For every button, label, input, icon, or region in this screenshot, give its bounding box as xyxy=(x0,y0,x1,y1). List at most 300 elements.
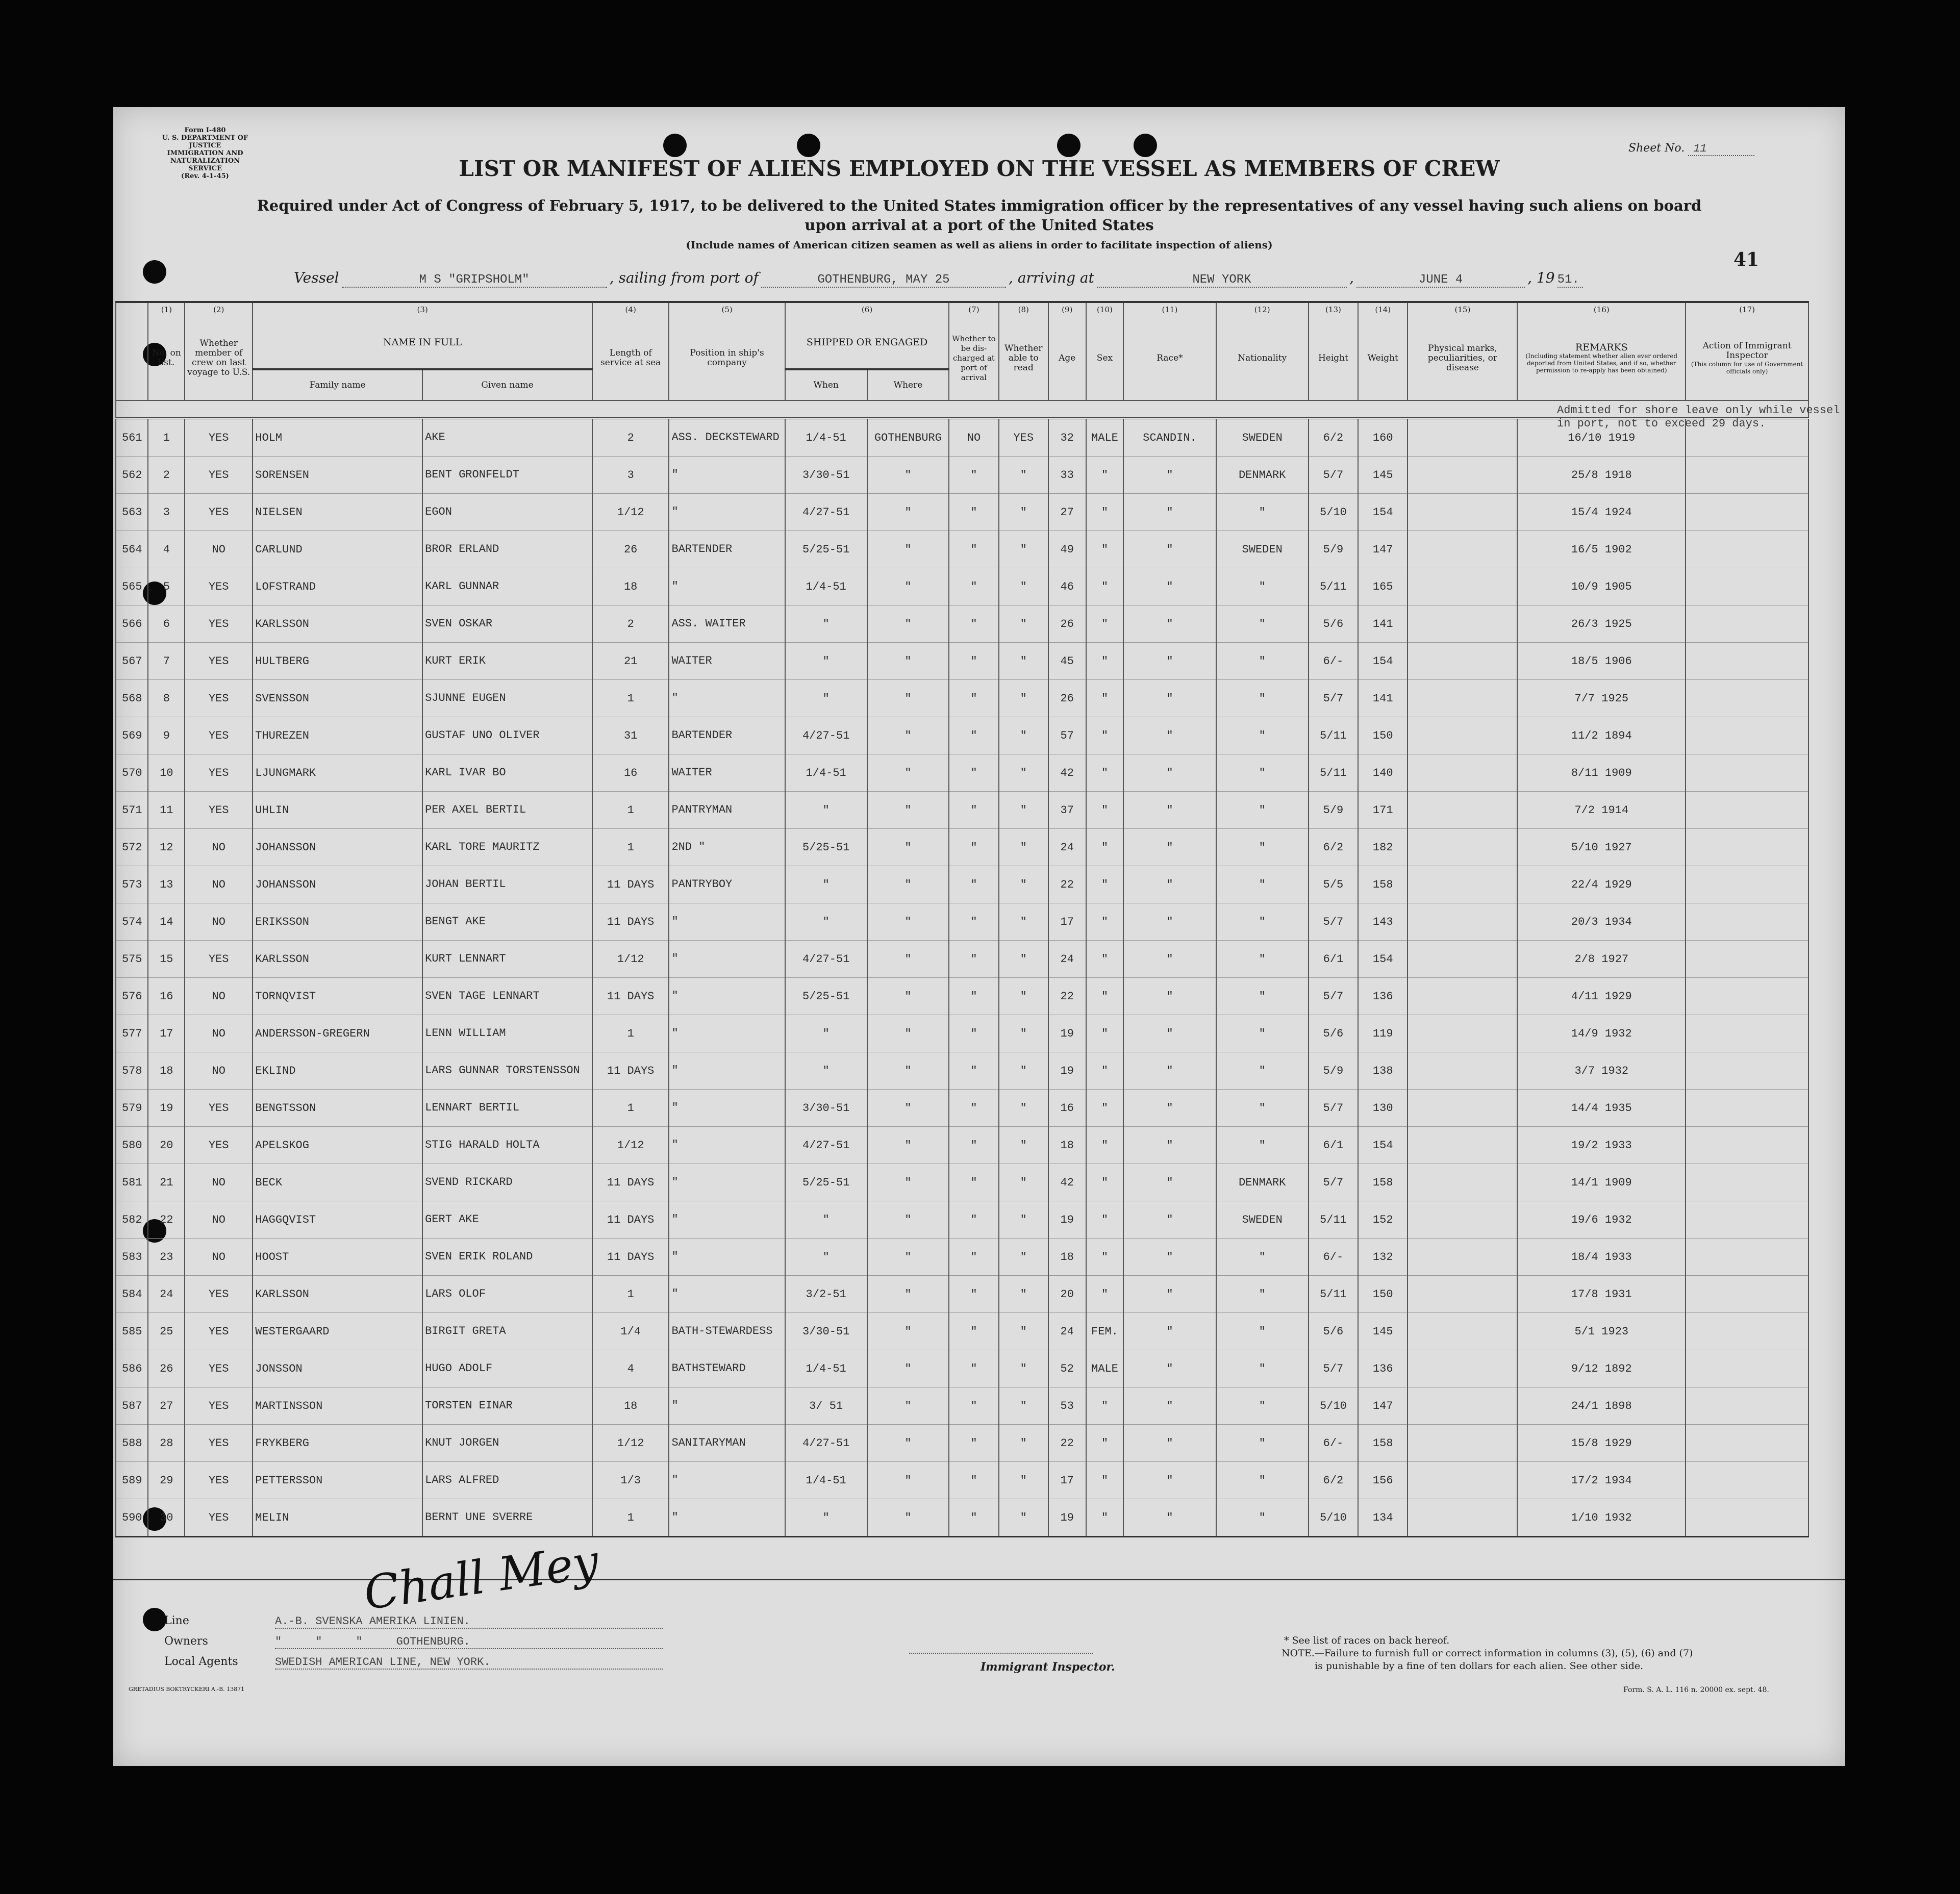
row-nationality: " xyxy=(1216,1425,1309,1462)
row-remarks: 4/11 1929 xyxy=(1517,978,1686,1015)
row-physical xyxy=(1408,941,1517,978)
row-line-number: 580 xyxy=(116,1127,148,1164)
subtitle-line-2: upon arrival at a port of the United States xyxy=(805,216,1154,234)
row-given-name: LARS ALFRED xyxy=(422,1462,592,1499)
row-discharged: " xyxy=(949,792,998,829)
row-weight: 132 xyxy=(1358,1239,1408,1276)
row-race: " xyxy=(1123,792,1216,829)
row-where: " xyxy=(867,1015,949,1052)
col-num-2: (2) xyxy=(185,302,253,316)
row-line-number: 572 xyxy=(116,829,148,866)
row-when: " xyxy=(785,605,867,643)
row-no: 29 xyxy=(148,1462,185,1499)
row-weight: 165 xyxy=(1358,568,1408,605)
row-where: " xyxy=(867,1350,949,1387)
row-race: " xyxy=(1123,680,1216,717)
row-race: " xyxy=(1123,1350,1216,1387)
row-weight: 154 xyxy=(1358,1127,1408,1164)
row-line-number: 590 xyxy=(116,1499,148,1537)
row-age: 24 xyxy=(1048,1313,1086,1350)
row-height: 5/11 xyxy=(1309,717,1358,754)
table-row xyxy=(116,941,1808,978)
row-race: " xyxy=(1123,1462,1216,1499)
row-nationality: SWEDEN xyxy=(1216,1201,1309,1239)
row-line-number: 565 xyxy=(116,568,148,605)
row-race: " xyxy=(1123,1201,1216,1239)
row-height: 5/9 xyxy=(1309,792,1358,829)
row-no: 25 xyxy=(148,1313,185,1350)
header-race: Race* xyxy=(1123,316,1216,400)
table-row xyxy=(116,1052,1808,1090)
row-physical xyxy=(1408,978,1517,1015)
table-row xyxy=(116,1387,1808,1425)
row-race: " xyxy=(1123,1239,1216,1276)
row-where: " xyxy=(867,457,949,494)
row-race: " xyxy=(1123,717,1216,754)
subtitle-note: (Include names of American citizen seamen as well as aliens in order to facilitate inspection of aliens) xyxy=(686,239,1273,251)
row-where: " xyxy=(867,1425,949,1462)
row-age: 27 xyxy=(1048,494,1086,531)
row-race: " xyxy=(1123,605,1216,643)
row-race: " xyxy=(1123,1052,1216,1090)
row-family-name: HOLM xyxy=(253,418,422,457)
row-member: NO xyxy=(185,1015,253,1052)
row-family-name: BECK xyxy=(253,1164,422,1201)
row-physical xyxy=(1408,1425,1517,1462)
row-physical xyxy=(1408,1276,1517,1313)
header-height: Height xyxy=(1309,316,1358,400)
header-sex: Sex xyxy=(1086,316,1124,400)
row-read: " xyxy=(999,1015,1048,1052)
row-where: " xyxy=(867,1276,949,1313)
row-discharged: " xyxy=(949,1350,998,1387)
sheet-number xyxy=(1628,142,1754,156)
row-member: YES xyxy=(185,1127,253,1164)
row-weight: 138 xyxy=(1358,1052,1408,1090)
row-race: " xyxy=(1123,531,1216,568)
revision: (Rev. 4-1-45) xyxy=(181,172,229,180)
row-discharged: " xyxy=(949,680,998,717)
row-where: " xyxy=(867,568,949,605)
row-action xyxy=(1686,531,1808,568)
row-position: PANTRYBOY xyxy=(669,866,785,903)
row-race: " xyxy=(1123,978,1216,1015)
row-no: 30 xyxy=(148,1499,185,1537)
row-weight: 158 xyxy=(1358,1425,1408,1462)
row-weight: 140 xyxy=(1358,754,1408,792)
row-when: 3/30-51 xyxy=(785,1090,867,1127)
page-title: LIST OR MANIFEST OF ALIENS EMPLOYED ON THE VESSEL AS MEMBERS OF CREW xyxy=(459,156,1500,181)
row-sex: " xyxy=(1086,605,1124,643)
row-sex: " xyxy=(1086,1090,1124,1127)
row-position: " xyxy=(669,1499,785,1537)
vessel-value: M S "GRIPSHOLM" xyxy=(342,273,607,288)
row-service: 1/12 xyxy=(592,941,669,978)
row-sex: " xyxy=(1086,978,1124,1015)
row-action xyxy=(1686,1090,1808,1127)
row-family-name: JOHANSSON xyxy=(253,866,422,903)
table-row xyxy=(116,754,1808,792)
row-when: 3/30-51 xyxy=(785,457,867,494)
row-where: " xyxy=(867,717,949,754)
row-physical xyxy=(1408,1052,1517,1090)
row-height: 6/1 xyxy=(1309,1127,1358,1164)
row-position: " xyxy=(669,1015,785,1052)
row-physical xyxy=(1408,1350,1517,1387)
arrival-year: 51. xyxy=(1557,273,1583,288)
header-physical: Physical marks, peculiarities, or disease xyxy=(1408,316,1517,400)
row-line-number: 569 xyxy=(116,717,148,754)
row-where: " xyxy=(867,866,949,903)
row-discharged: " xyxy=(949,941,998,978)
row-no: 22 xyxy=(148,1201,185,1239)
row-physical xyxy=(1408,1313,1517,1350)
row-remarks: 1/10 1932 xyxy=(1517,1499,1686,1537)
shore-leave-stamp: Admitted for shore leave only while vessel in port, not to exceed 29 days. xyxy=(1557,404,1840,430)
row-read: " xyxy=(999,978,1048,1015)
year-prefix: , 19 xyxy=(1527,269,1555,286)
row-age: 18 xyxy=(1048,1239,1086,1276)
line-label: Line xyxy=(164,1614,189,1627)
row-member: YES xyxy=(185,680,253,717)
row-read: " xyxy=(999,1090,1048,1127)
footer-line-row xyxy=(164,1614,663,1629)
row-nationality: " xyxy=(1216,1499,1309,1537)
row-family-name: UHLIN xyxy=(253,792,422,829)
row-action xyxy=(1686,457,1808,494)
row-service: 1/12 xyxy=(592,1127,669,1164)
table-row xyxy=(116,1015,1808,1052)
row-physical xyxy=(1408,829,1517,866)
row-position: " xyxy=(669,494,785,531)
row-physical xyxy=(1408,643,1517,680)
row-service: 1 xyxy=(592,1090,669,1127)
row-age: 32 xyxy=(1048,418,1086,457)
row-age: 52 xyxy=(1048,1350,1086,1387)
row-given-name: KNUT JORGEN xyxy=(422,1425,592,1462)
row-read: " xyxy=(999,1462,1048,1499)
row-remarks: 11/2 1894 xyxy=(1517,717,1686,754)
row-no: 1 xyxy=(148,418,185,457)
row-remarks: 8/11 1909 xyxy=(1517,754,1686,792)
row-where: " xyxy=(867,1313,949,1350)
row-member: YES xyxy=(185,605,253,643)
row-family-name: KARLSSON xyxy=(253,941,422,978)
row-member: NO xyxy=(185,978,253,1015)
row-action xyxy=(1686,1276,1808,1313)
row-read: " xyxy=(999,457,1048,494)
note-line-2: is punishable by a fine of ten dollars for each alien. See other side. xyxy=(1315,1660,1644,1672)
row-member: YES xyxy=(185,1276,253,1313)
row-weight: 143 xyxy=(1358,903,1408,941)
row-action xyxy=(1686,978,1808,1015)
row-service: 1 xyxy=(592,1499,669,1537)
action-title: Action of Immigrant Inspector xyxy=(1702,341,1792,361)
row-discharged: " xyxy=(949,1239,998,1276)
row-given-name: JOHAN BERTIL xyxy=(422,866,592,903)
row-given-name: GUSTAF UNO OLIVER xyxy=(422,717,592,754)
punch-hole xyxy=(1134,134,1157,157)
row-when: 1/4-51 xyxy=(785,754,867,792)
row-read: " xyxy=(999,1276,1048,1313)
row-weight: 134 xyxy=(1358,1499,1408,1537)
table-row xyxy=(116,531,1808,568)
vessel-label: Vessel xyxy=(294,269,339,286)
row-read: " xyxy=(999,494,1048,531)
row-where: " xyxy=(867,1462,949,1499)
row-when: 1/4-51 xyxy=(785,1462,867,1499)
header-name-in-full: NAME IN FULL xyxy=(253,316,592,369)
crew-table xyxy=(115,301,1809,1537)
col-num-10: (10) xyxy=(1086,302,1124,316)
row-family-name: NIELSEN xyxy=(253,494,422,531)
row-where: GOTHENBURG xyxy=(867,418,949,457)
row-height: 5/9 xyxy=(1309,1052,1358,1090)
row-read: " xyxy=(999,1052,1048,1090)
row-line-number: 578 xyxy=(116,1052,148,1090)
row-no: 13 xyxy=(148,866,185,903)
row-line-number: 575 xyxy=(116,941,148,978)
col-num-17: (17) xyxy=(1686,302,1808,316)
row-when: 5/25-51 xyxy=(785,1164,867,1201)
row-no: 8 xyxy=(148,680,185,717)
row-when: 4/27-51 xyxy=(785,717,867,754)
row-where: " xyxy=(867,680,949,717)
row-height: 5/11 xyxy=(1309,568,1358,605)
row-family-name: HAGGQVIST xyxy=(253,1201,422,1239)
row-nationality: " xyxy=(1216,1313,1309,1350)
column-number-row xyxy=(116,302,1808,316)
row-member: YES xyxy=(185,1425,253,1462)
header-spacer xyxy=(116,400,1808,418)
owners-label: Owners xyxy=(164,1635,208,1648)
row-physical xyxy=(1408,1462,1517,1499)
row-where: " xyxy=(867,605,949,643)
row-height: 5/11 xyxy=(1309,754,1358,792)
header-length-service: Length of service at sea xyxy=(592,316,669,400)
row-when: 4/27-51 xyxy=(785,494,867,531)
header-remarks xyxy=(1517,316,1686,400)
row-read: " xyxy=(999,941,1048,978)
row-service: 1 xyxy=(592,1015,669,1052)
row-when: 1/4-51 xyxy=(785,1350,867,1387)
row-action xyxy=(1686,643,1808,680)
row-service: 1 xyxy=(592,680,669,717)
row-member: NO xyxy=(185,1164,253,1201)
row-position: " xyxy=(669,1201,785,1239)
row-no: 9 xyxy=(148,717,185,754)
row-age: 19 xyxy=(1048,1201,1086,1239)
row-given-name: SJUNNE EUGEN xyxy=(422,680,592,717)
table-row xyxy=(116,829,1808,866)
row-service: 1 xyxy=(592,829,669,866)
row-age: 22 xyxy=(1048,1425,1086,1462)
row-where: " xyxy=(867,1127,949,1164)
row-family-name: JOHANSSON xyxy=(253,829,422,866)
row-service: 1/4 xyxy=(592,1313,669,1350)
row-race: " xyxy=(1123,866,1216,903)
row-read: " xyxy=(999,1127,1048,1164)
row-physical xyxy=(1408,754,1517,792)
row-given-name: SVEND RICKARD xyxy=(422,1164,592,1201)
row-discharged: " xyxy=(949,978,998,1015)
row-line-number: 561 xyxy=(116,418,148,457)
row-sex: " xyxy=(1086,531,1124,568)
header-given-name: Given name xyxy=(422,369,592,400)
row-where: " xyxy=(867,1387,949,1425)
row-service: 1/12 xyxy=(592,1425,669,1462)
row-age: 26 xyxy=(1048,680,1086,717)
row-physical xyxy=(1408,792,1517,829)
row-position: " xyxy=(669,1127,785,1164)
line-value: A.-B. SVENSKA AMERIKA LINIEN. xyxy=(275,1615,663,1629)
table-row xyxy=(116,494,1808,531)
row-when: " xyxy=(785,866,867,903)
row-physical xyxy=(1408,1201,1517,1239)
row-height: 6/- xyxy=(1309,643,1358,680)
row-weight: 136 xyxy=(1358,1350,1408,1387)
row-race: " xyxy=(1123,494,1216,531)
page-number: 41 xyxy=(1733,249,1760,270)
row-family-name: ANDERSSON-GREGERN xyxy=(253,1015,422,1052)
row-when: 3/30-51 xyxy=(785,1313,867,1350)
row-age: 37 xyxy=(1048,792,1086,829)
row-nationality: " xyxy=(1216,1015,1309,1052)
row-weight: 156 xyxy=(1358,1462,1408,1499)
row-weight: 119 xyxy=(1358,1015,1408,1052)
col-num-12: (12) xyxy=(1216,302,1309,316)
row-nationality: " xyxy=(1216,1462,1309,1499)
row-position: 2ND " xyxy=(669,829,785,866)
row-remarks: 5/10 1927 xyxy=(1517,829,1686,866)
table-row xyxy=(116,1350,1808,1387)
row-family-name: JONSSON xyxy=(253,1350,422,1387)
row-given-name: BENT GRONFELDT xyxy=(422,457,592,494)
footer-owners-row xyxy=(164,1635,663,1649)
table-row xyxy=(116,1239,1808,1276)
row-height: 5/10 xyxy=(1309,1499,1358,1537)
row-physical xyxy=(1408,1015,1517,1052)
row-sex: " xyxy=(1086,494,1124,531)
row-remarks: 14/9 1932 xyxy=(1517,1015,1686,1052)
row-nationality: " xyxy=(1216,717,1309,754)
table-row xyxy=(116,1127,1808,1164)
row-action xyxy=(1686,1015,1808,1052)
row-race: " xyxy=(1123,1015,1216,1052)
row-family-name: HOOST xyxy=(253,1239,422,1276)
row-nationality: " xyxy=(1216,1350,1309,1387)
row-action xyxy=(1686,866,1808,903)
row-read: " xyxy=(999,1350,1048,1387)
row-line-number: 573 xyxy=(116,866,148,903)
row-when: 4/27-51 xyxy=(785,1127,867,1164)
row-position: WAITER xyxy=(669,754,785,792)
row-service: 16 xyxy=(592,754,669,792)
row-position: BARTENDER xyxy=(669,717,785,754)
row-member: NO xyxy=(185,1052,253,1090)
row-read: " xyxy=(999,531,1048,568)
row-when: 5/25-51 xyxy=(785,829,867,866)
row-given-name: LENNART BERTIL xyxy=(422,1090,592,1127)
row-weight: 141 xyxy=(1358,605,1408,643)
row-family-name: PETTERSSON xyxy=(253,1462,422,1499)
row-line-number: 576 xyxy=(116,978,148,1015)
agents-value: SWEDISH AMERICAN LINE, NEW YORK. xyxy=(275,1656,663,1670)
row-family-name: HULTBERG xyxy=(253,643,422,680)
row-physical xyxy=(1408,1164,1517,1201)
row-member: YES xyxy=(185,941,253,978)
row-read: YES xyxy=(999,418,1048,457)
row-given-name: LARS GUNNAR TORSTENSSON xyxy=(422,1052,592,1090)
row-height: 5/9 xyxy=(1309,531,1358,568)
form-code: Form. S. A. L. 116 n. 20000 ex. sept. 48. xyxy=(1623,1686,1769,1694)
row-remarks: 19/2 1933 xyxy=(1517,1127,1686,1164)
row-height: 6/- xyxy=(1309,1239,1358,1276)
row-member: YES xyxy=(185,418,253,457)
row-given-name: KURT LENNART xyxy=(422,941,592,978)
row-no: 19 xyxy=(148,1090,185,1127)
row-when: 3/ 51 xyxy=(785,1387,867,1425)
row-member: NO xyxy=(185,866,253,903)
row-family-name: KARLSSON xyxy=(253,605,422,643)
row-sex: FEM. xyxy=(1086,1313,1124,1350)
row-sex: " xyxy=(1086,1499,1124,1537)
row-height: 5/11 xyxy=(1309,1276,1358,1313)
row-sex: " xyxy=(1086,754,1124,792)
row-action xyxy=(1686,1462,1808,1499)
inspector-label: Immigrant Inspector. xyxy=(981,1660,1115,1674)
row-line-number: 585 xyxy=(116,1313,148,1350)
row-member: YES xyxy=(185,1387,253,1425)
row-action xyxy=(1686,941,1808,978)
row-action xyxy=(1686,680,1808,717)
row-nationality: " xyxy=(1216,1276,1309,1313)
row-physical xyxy=(1408,1239,1517,1276)
row-height: 5/7 xyxy=(1309,680,1358,717)
row-race: " xyxy=(1123,1127,1216,1164)
row-service: 11 DAYS xyxy=(592,1164,669,1201)
header-able-read: Whether able to read xyxy=(999,316,1048,400)
table-row xyxy=(116,1090,1808,1127)
row-height: 5/6 xyxy=(1309,1313,1358,1350)
row-position: " xyxy=(669,1276,785,1313)
row-service: 3 xyxy=(592,457,669,494)
table-row xyxy=(116,643,1808,680)
table-row xyxy=(116,1499,1808,1537)
row-no: 10 xyxy=(148,754,185,792)
row-sex: " xyxy=(1086,1164,1124,1201)
row-family-name: MELIN xyxy=(253,1499,422,1537)
row-given-name: BROR ERLAND xyxy=(422,531,592,568)
row-line-number: 574 xyxy=(116,903,148,941)
row-when: 1/4-51 xyxy=(785,418,867,457)
row-read: " xyxy=(999,1425,1048,1462)
row-physical xyxy=(1408,494,1517,531)
row-remarks: 19/6 1932 xyxy=(1517,1201,1686,1239)
row-read: " xyxy=(999,1164,1048,1201)
table-row xyxy=(116,1313,1808,1350)
row-read: " xyxy=(999,792,1048,829)
row-line-number: 563 xyxy=(116,494,148,531)
row-member: YES xyxy=(185,568,253,605)
row-nationality: " xyxy=(1216,605,1309,643)
row-position: ASS. DECKSTEWARD xyxy=(669,418,785,457)
row-where: " xyxy=(867,829,949,866)
row-when: 5/25-51 xyxy=(785,531,867,568)
header-weight: Weight xyxy=(1358,316,1408,400)
row-nationality: " xyxy=(1216,643,1309,680)
row-sex: " xyxy=(1086,1276,1124,1313)
